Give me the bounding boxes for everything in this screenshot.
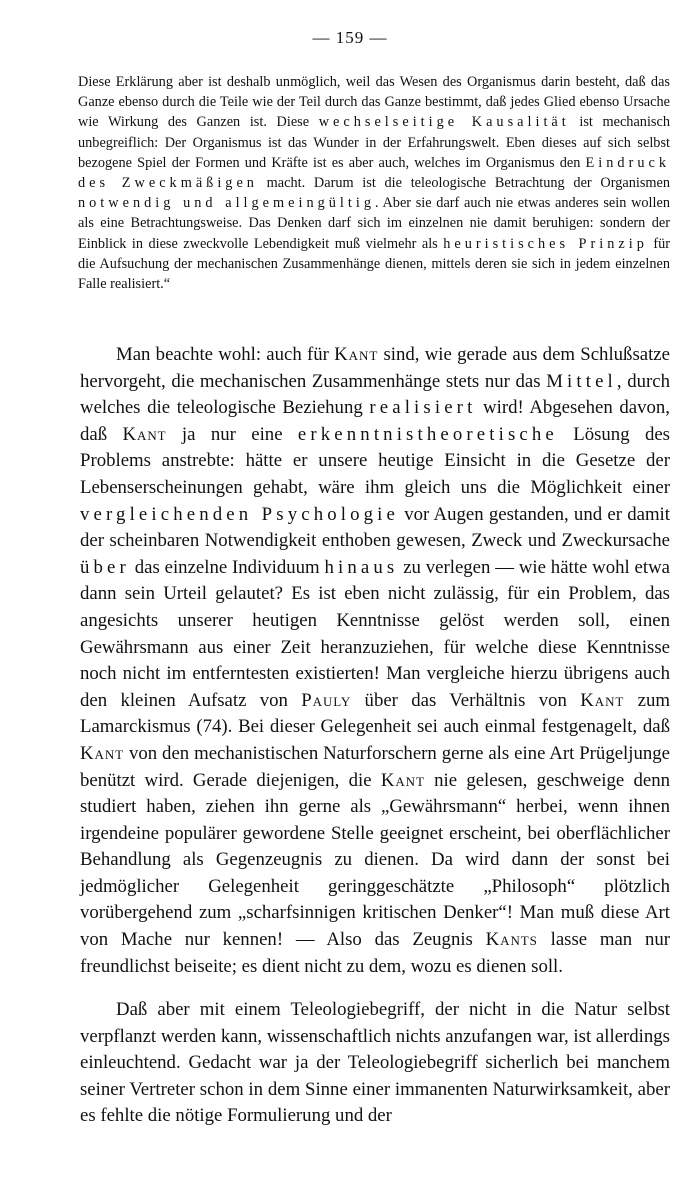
author-name: Kant [122,423,167,445]
text-run: über das Verhältnis von [351,689,581,711]
emphasized-text: Eindruck des Zweckmäßigen [78,154,670,192]
emphasized-text: heuristisches Prinzip [443,235,648,252]
text-run: für die Aufsuchung der mechanischen Zusammenhänge dienen, mittels deren sie sich in jedem einzelnen Falle realisiert.“ [78,235,670,293]
emphasized-text: über [80,556,130,578]
text-run: zum Lamarckismus (74). Bei dieser Gelegenheit sei auch einmal festgenagelt, daß [80,689,670,738]
text-run: Man beachte wohl: auch für [116,344,335,365]
text-run: sind, wie gerade aus dem Schlußsatze hervorgeht, die mechanischen Zusammenhänge stets nur das [80,344,670,392]
text-run: Diese Erklärung aber ist deshalb unmöglich, weil das Wesen des Organismus darin besteht, daß das Ganze ebenso durch die Teile wie der Teil durch das Ganze bestimmt, daß jedes Glied ebenso Ursache wie Wirkung des Ganzen ist. Diese [78,74,670,131]
emphasized-text: realisiert [369,397,477,419]
text-run: vor Augen gestanden, und er damit der scheinbaren Notwendigkeit enthoben gewesen, Zweck und Zweckursache [80,503,670,552]
text-run: zu verlegen — wie hätte wohl etwa dann sein Urteil gelautet? Es ist eben nicht zulässig, für ein Problem, das angesichts unserer heutigen Kenntnisse gelöst werden soll, einen Gewährsmann aus einer Zeit heranzuziehen, für welche diese Kenntnisse noch nicht im entferntesten existierten! Man vergleiche hierzu übrigens auch den kleinen Aufsatz von [80,556,670,711]
text-run: von den mechanistischen Naturforschern gerne als eine Art Prügeljunge benützt wird. Gerade diejenigen, die [80,742,670,791]
emphasized-text: Mittel [546,370,617,392]
text-run: ja nur eine [166,423,298,445]
page-number: — 159 — [312,28,388,47]
text-run: das einzelne Individuum [129,556,325,578]
text-run: wird! Abgesehen davon, daß [80,397,670,445]
text-run: Daß aber mit einem Teleologiebegriff, der nicht in die Natur selbst verpflanzt werden kann, wissenschaftlich nichts anzufangen war, ist allerdings einleuchtend. Gedacht war ja der Teleologiebegriff sicherlich bei manchem seiner Vertreter schon in dem Sinne einer immanenten Naturwirksamkeit, aber es fehlte die nötige Formulierung und der [80,999,670,1127]
text-run: ist mechanisch unbegreiflich: Der Organismus ist das Wunder in der Erfahrungswelt. Eben dieses auf sich selbst bezogene Spiel der Formen und Kräfte ist es aber auch, welches im Organismus den [78,114,670,171]
author-name: Pauly [301,689,352,711]
quote-paragraph [78,72,670,294]
text-run: lasse man nur freundlichst beiseite; es dient nicht zu dem, wozu es dienen soll. [80,929,670,977]
paragraph-text [80,997,670,1130]
emphasized-text: vergleichenden Psychologie [80,503,399,525]
quote-block [78,72,670,294]
body-paragraph-1 [80,342,670,980]
author-name: Kant [80,742,125,764]
text-run: nie gelesen, geschweige denn studiert haben, ziehen ihn gerne als „Gewährsmann“ herbei, wenn ihnen irgendeine populärer gewordene Stelle geeignet erscheint, bei oberflächlicher Behandlung als Gegenzeugnis zu dienen. Da wird dann der sonst bei jedmöglicher Gelegenheit geringgeschätzte „Philosoph“ plötzlich vorübergehend zum „scharfsinnigen kritischen Denker“! Man muß diese Art von Mache nur kennen! — Also das Zeugnis [80,769,670,951]
author-name: Kants [485,929,538,951]
body-paragraph-2 [80,997,670,1130]
text-run: Lösung des Problems anstrebte: hätte er unsere heutige Einsicht in die Gesetze der Lebenserscheinungen gehabt, wäre ihm gleich uns die Möglichkeit einer [80,423,670,498]
emphasized-text: notwendig und allgemeingültig [78,195,376,212]
author-name: Kant [334,344,379,365]
text-run: . Aber sie darf auch nie etwas anderes sein wollen als eine Betrachtungsweise. Das Denken darf sich im einzelnen nie damit beruhigen: sondern der Einblick in diese zweckvolle Lebendigkeit muß vielmehr als [78,195,670,252]
author-name: Kant [380,769,425,791]
emphasized-text: wechselseitige Kausalität [318,114,570,131]
text-run: , durch welches die teleologische Beziehung [80,370,671,419]
paragraph-text [80,342,670,980]
author-name: Kant [580,689,625,711]
emphasized-text: erkenntnistheoretische [297,423,558,445]
emphasized-text: hinaus [324,556,399,578]
text-run: macht. Darum ist die teleologische Betrachtung der Organismen [257,175,671,192]
